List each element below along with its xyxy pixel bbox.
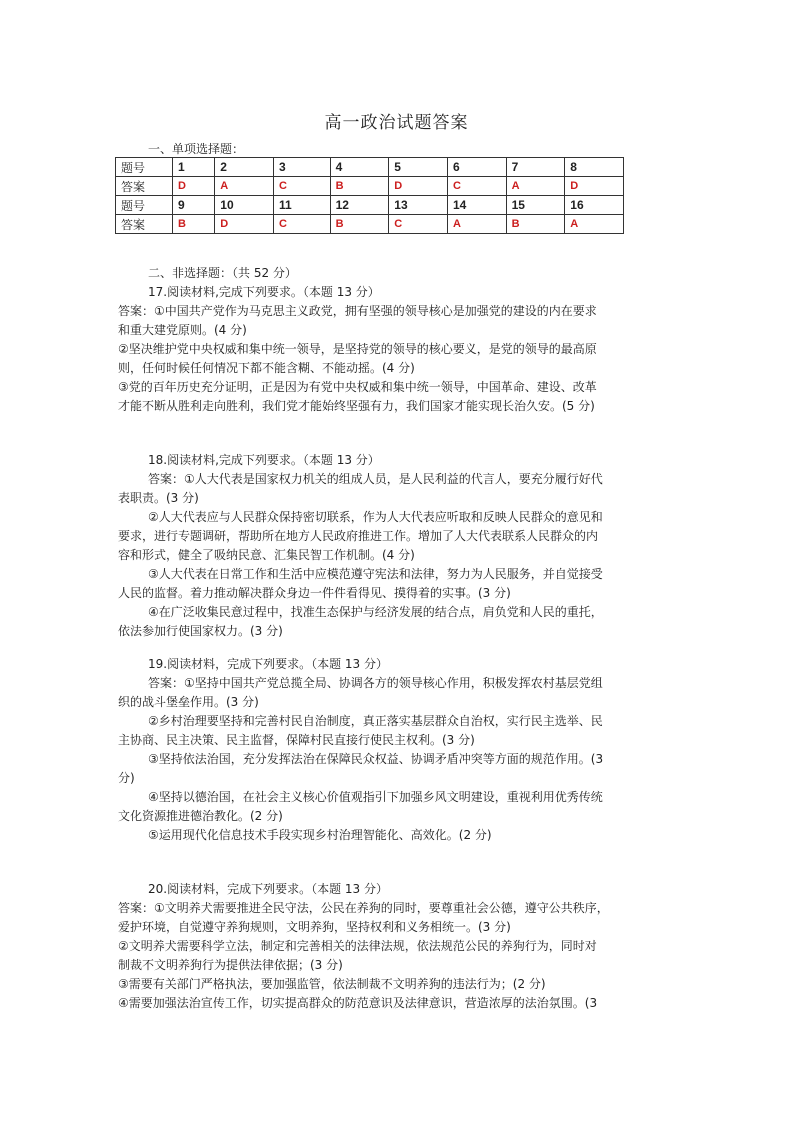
question-17 (118, 283, 678, 416)
table-cell: 9 (173, 196, 215, 215)
table-cell: 6 (447, 158, 506, 177)
answer-cell: B (506, 215, 565, 234)
answer-line: ②文明养犬需要科学立法，制定和完善相关的法律法规，依法规范公民的养狗行为，同时对 (118, 939, 597, 953)
answer-line: ⑤运用现代化信息技术手段实现乡村治理智能化、高效化。(2 分) (148, 828, 492, 842)
answer-table (115, 157, 624, 234)
answer-line: 要求，进行专题调研，帮助所在地方人民政府推进工作。增加了人大代表联系人民群众的内 (118, 529, 599, 543)
table-cell: 4 (330, 158, 389, 177)
answer-line: ③人大代表在日常工作和生活中应模范遵守宪法和法律，努力为人民服务，并自觉接受 (148, 567, 603, 581)
answer-cell: D (215, 215, 274, 234)
answer-line: 制裁不文明养狗行为提供法律依据；(3 分) (118, 958, 343, 972)
answer-line: ②坚决维护党中央权威和集中统一领导，是坚持党的领导的核心要义，是党的领导的最高原 (118, 342, 597, 356)
row-label: 题号 (116, 196, 173, 215)
table-cell: 8 (565, 158, 624, 177)
section-2-heading: 二、非选择题：（共 52 分） (148, 266, 297, 280)
answer-line: 答案：①文明养犬需要推进全民守法，公民在养狗的同时，要尊重社会公德，遵守公共秩序， (118, 901, 609, 915)
question-title: 19.阅读材料，完成下列要求。（本题 13 分） (148, 657, 388, 671)
answer-line: 则，任何时候任何情况下都不能含糊、不能动摇。(4 分) (118, 361, 415, 375)
table-cell: 11 (273, 196, 330, 215)
table-row (116, 177, 624, 196)
answer-cell: D (389, 177, 448, 196)
table-cell: 12 (330, 196, 389, 215)
question-title: 17.阅读材料,完成下列要求。（本题 13 分） (148, 285, 380, 299)
answer-line: ③党的百年历史充分证明，正是因为有党中央权威和集中统一领导，中国革命、建设、改革 (118, 380, 597, 394)
question-title: 18.阅读材料,完成下列要求。（本题 13 分） (148, 453, 380, 467)
question-20 (118, 880, 678, 1013)
row-label: 题号 (116, 158, 173, 177)
answer-line: ④在广泛收集民意过程中，找准生态保护与经济发展的结合点，肩负党和人民的重托， (148, 605, 603, 619)
answer-line: 答案：①中国共产党作为马克思主义政党，拥有坚强的领导核心是加强党的建设的内在要求 (118, 304, 597, 318)
answer-line: 爱护环境，自觉遵守养狗规则，文明养狗，坚持权利和义务相统一。(3 分) (118, 920, 511, 934)
page-title: 高一政治试题答案 (324, 113, 469, 133)
table-row (116, 158, 624, 177)
answer-line: 答案：①坚持中国共产党总揽全局、协调各方的领导核心作用，积极发挥农村基层党组 (148, 676, 603, 690)
answer-cell: A (506, 177, 565, 196)
answer-cell: D (173, 177, 215, 196)
answer-cell: B (330, 177, 389, 196)
question-18 (118, 451, 678, 641)
answer-cell: C (273, 177, 330, 196)
answer-line: ②人大代表应与人民群众保持密切联系，作为人大代表应听取和反映人民群众的意见和 (148, 510, 603, 524)
answer-cell: B (330, 215, 389, 234)
question-19 (118, 655, 678, 845)
section-1-heading: 一、单项选择题： (148, 142, 245, 156)
table-row (116, 196, 624, 215)
answer-line: ②乡村治理要坚持和完善村民自治制度，真正落实基层群众自治权，实行民主选举、民 (148, 714, 603, 728)
answer-line: ③需要有关部门严格执法，要加强监管，依法制裁不文明养狗的违法行为；(2 分) (118, 977, 546, 991)
table-cell: 15 (506, 196, 565, 215)
answer-cell: B (173, 215, 215, 234)
row-label: 答案 (116, 215, 173, 234)
table-cell: 13 (389, 196, 448, 215)
row-label: 答案 (116, 177, 173, 196)
answer-line: ④坚持以德治国，在社会主义核心价值观指引下加强乡风文明建设，重视利用优秀传统 (148, 790, 603, 804)
table-cell: 5 (389, 158, 448, 177)
answer-line: 织的战斗堡垒作用。(3 分) (118, 695, 259, 709)
answer-line: 分) (118, 771, 135, 785)
answer-line: ④需要加强法治宣传工作，切实提高群众的防范意识及法律意识，营造浓厚的法治氛围。(3 (118, 996, 598, 1010)
answer-line: 和重大建党原则。(4 分) (118, 323, 247, 337)
answer-cell: A (447, 215, 506, 234)
table-cell: 3 (273, 158, 330, 177)
answer-line: 才能不断从胜利走向胜利，我们党才能始终坚强有力，我们国家才能实现长治久安。(5 分) (118, 399, 595, 413)
table-cell: 7 (506, 158, 565, 177)
table-cell: 1 (173, 158, 215, 177)
answer-line: 依法参加行使国家权力。(3 分) (118, 624, 283, 638)
answer-line: 文化资源推进德治教化。(2 分) (118, 809, 283, 823)
answer-line: 主协商、民主决策、民主监督，保障村民直接行使民主权利。(3 分) (118, 733, 475, 747)
answer-cell: D (565, 177, 624, 196)
answer-line: 人民的监督。着力推动解决群众身边一件件看得见、摸得着的实事。(3 分) (118, 586, 511, 600)
answer-cell: A (215, 177, 274, 196)
table-cell: 16 (565, 196, 624, 215)
table-row (116, 215, 624, 234)
answer-cell: C (447, 177, 506, 196)
answer-line: ③坚持依法治国，充分发挥法治在保障民众权益、协调矛盾冲突等方面的规范作用。(3 (148, 752, 604, 766)
answer-line: 表职责。(3 分) (118, 491, 199, 505)
answer-cell: C (273, 215, 330, 234)
answer-line: 答案：①人大代表是国家权力机关的组成人员，是人民利益的代言人，要充分履行好代 (148, 472, 603, 486)
question-title: 20.阅读材料，完成下列要求。（本题 13 分） (148, 882, 388, 896)
answer-cell: A (565, 215, 624, 234)
table-cell: 2 (215, 158, 274, 177)
table-cell: 10 (215, 196, 274, 215)
answer-cell: C (389, 215, 448, 234)
answer-line: 容和形式，健全了吸纳民意、汇集民智工作机制。(4 分) (118, 548, 415, 562)
table-cell: 14 (447, 196, 506, 215)
